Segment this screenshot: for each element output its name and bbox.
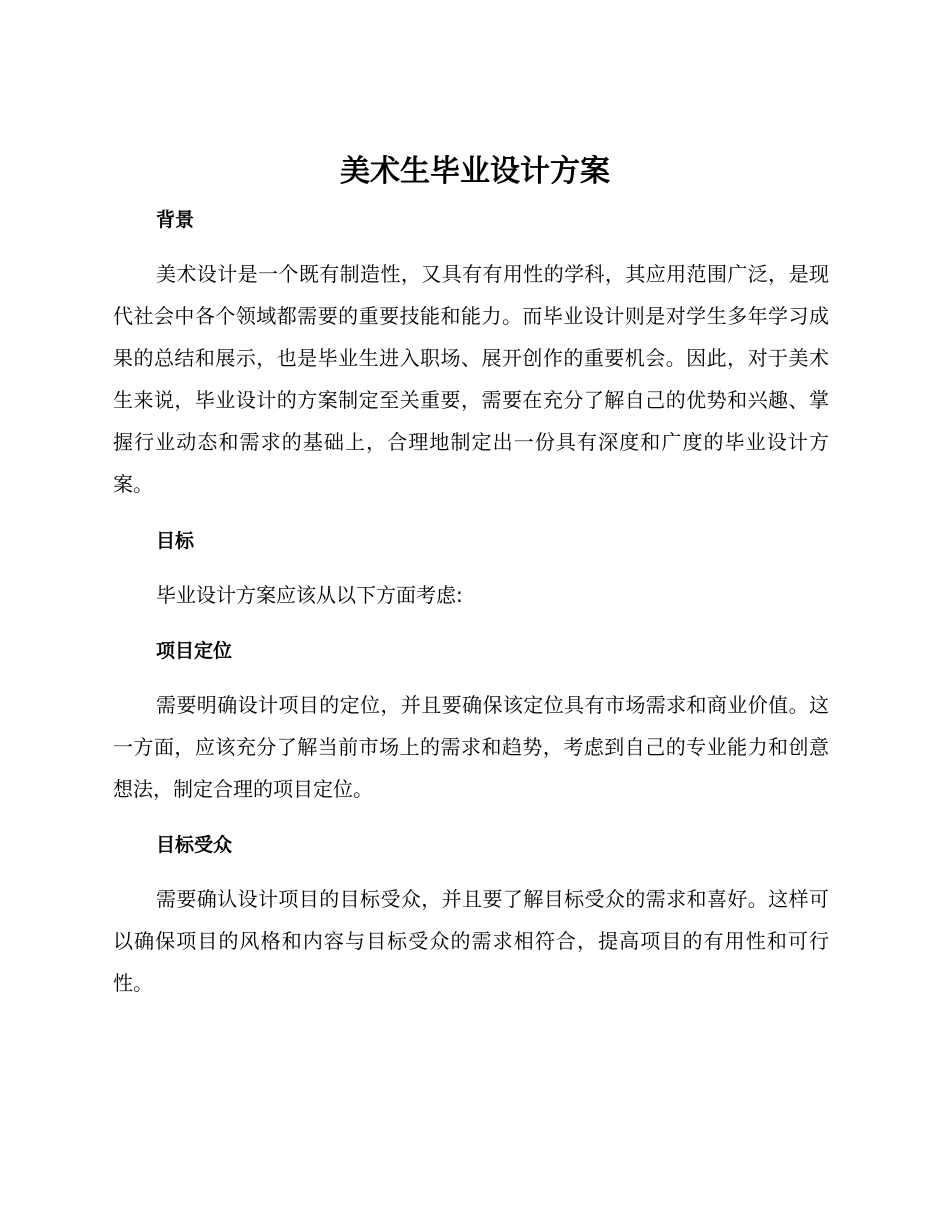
section-heading-project-positioning: 项目定位 <box>156 640 233 662</box>
section-heading-target-audience: 目标受众 <box>156 834 233 856</box>
section-heading-background: 背景 <box>156 209 195 231</box>
section-paragraph-background: 美术设计是一个既有制造性，又具有有用性的学科，其应用范围广泛，是现代社会中各个领域都需要的重要技能和能力。而毕业设计则是对学生多年学习成果的总结和展示，也是毕业生进入职场、展开创作的重要机会。因此，对于美术生来说，毕业设计的方案制定至关重要，需要在充分了解自己的优势和兴趣、掌握行业动态和需求的基础上，合理地制定出一份具有深度和广度的毕业设计方案。 <box>113 262 829 496</box>
section-heading-goal: 目标 <box>156 530 195 552</box>
section-paragraph-target-audience: 需要确认设计项目的目标受众，并且要了解目标受众的需求和喜好。这样可以确保项目的风格和内容与目标受众的需求相符合，提高项目的有用性和可行性。 <box>113 887 829 995</box>
document-title: 美术生毕业设计方案 <box>340 154 610 189</box>
section-paragraph-goal: 毕业设计方案应该从以下方面考虑: <box>156 583 463 607</box>
section-paragraph-project-positioning: 需要明确设计项目的定位，并且要确保该定位具有市场需求和商业价值。这一方面，应该充分了解当前市场上的需求和趋势，考虑到自己的专业能力和创意想法，制定合理的项目定位。 <box>113 693 829 801</box>
